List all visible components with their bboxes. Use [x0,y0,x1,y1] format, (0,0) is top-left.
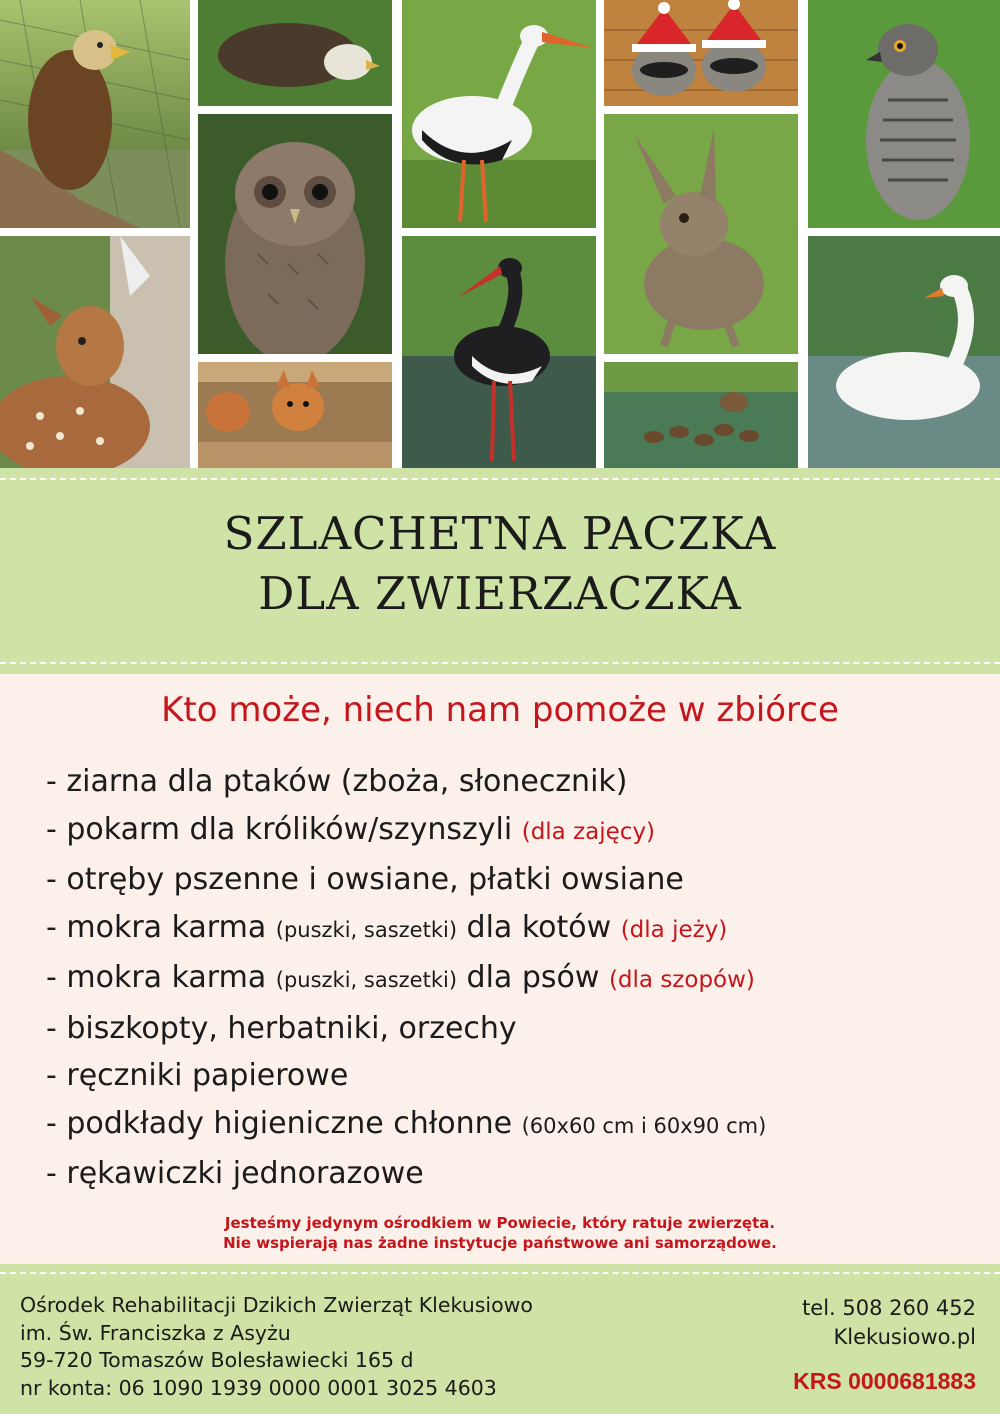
hare-photo [604,114,798,354]
notice-line-2: Nie wspierają nas żadne instytucje państwowe ani samorządowe. [223,1234,777,1252]
list-item: - podkłady higieniczne chłonne (60x60 cm i 60x90 cm) [46,1105,767,1141]
postal-address: 59-720 Tomaszów Bolesławiecki 165 d [20,1348,414,1372]
photo-collage [0,0,1000,468]
list-item: - mokra karma (puszki, saszetki) dla kotów (dla jeży) [46,909,728,945]
list-item: - mokra karma (puszki, saszetki) dla psów (dla szopów) [46,960,755,995]
dashed-divider-top [0,478,1000,480]
eagle-photo [0,0,190,228]
notice-line-1: Jesteśmy jedynym ośrodkiem w Powiecie, który ratuje zwierzęta. [224,1214,776,1232]
title-line-2: DLA ZWIERZACZKA [258,567,742,620]
list-item: - ziarna dla ptaków (zboża, słonecznik) [46,764,628,799]
title-line-1: SZLACHETNA PACZKA [223,507,777,560]
foxes-photo [198,362,392,468]
dashed-divider-bottom [0,662,1000,664]
list-item: - pokarm dla królików/szynszyli (dla zajęcy) [46,811,656,847]
footer [0,1264,1000,1414]
page-title [0,504,1000,624]
list-item: - rękawiczki jednorazowe [46,1156,424,1191]
fawn-photo [0,236,190,468]
list-item: - otręby pszenne i owsiane, płatki owsiane [46,862,684,897]
dashed-divider-footer [0,1272,1000,1274]
hawk-photo [808,0,1000,228]
black-stork-photo [402,236,596,468]
website-link[interactable]: Klekusiowo.pl [833,1325,976,1349]
notice-text [0,1213,1000,1253]
list-item: - ręczniki papierowe [46,1058,349,1093]
contact-block [802,1294,976,1352]
swan-photo [808,236,1000,468]
raccoons-photo [604,0,798,106]
krs-number: KRS 0000681883 [793,1368,976,1394]
phone-number: tel. 508 260 452 [802,1296,976,1320]
white-stork-photo [402,0,596,228]
young-eagle-photo [198,0,392,106]
ducks-photo [604,362,798,468]
address-block [20,1292,533,1402]
organization-name: Ośrodek Rehabilitacji Dzikich Zwierząt Klekusiowo [20,1293,533,1317]
owl-photo [198,114,392,354]
subtitle: Kto może, niech nam pomoże w zbiórce [161,690,839,730]
list-item: - biszkopty, herbatniki, orzechy [46,1010,517,1046]
donation-list [46,758,986,1198]
bank-account: nr konta: 06 1090 1939 0000 0001 3025 4603 [20,1375,497,1400]
organization-patron: im. Św. Franciszka z Asyżu [20,1320,291,1345]
title-band [0,468,1000,674]
